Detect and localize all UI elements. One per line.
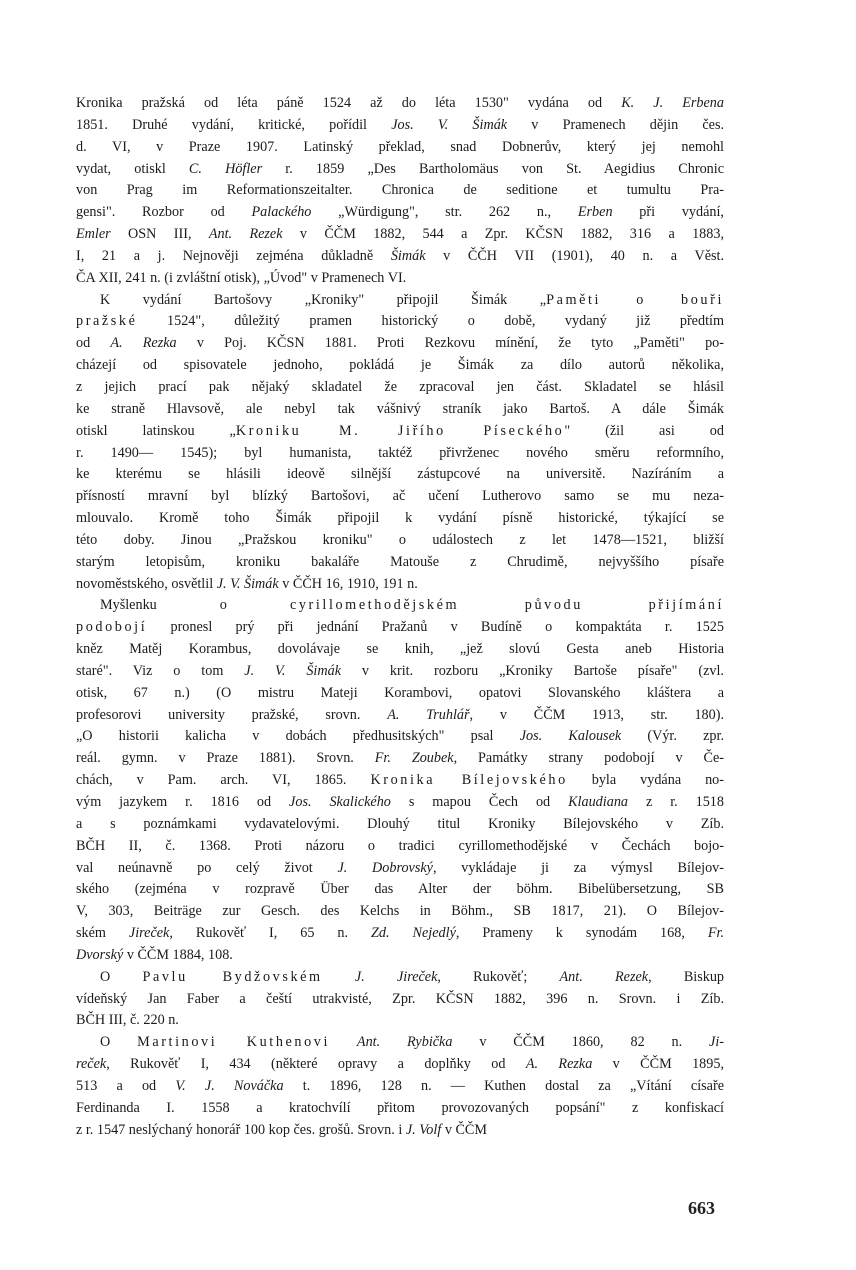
text-line: ČA XII, 241 n. (i zvláštní otisk), „Úvod" v Pramenech VI.	[76, 269, 407, 286]
text-line: pražské 1524", důležitý pramen historický o době, vydaný již předtím	[76, 313, 724, 330]
text-line: „O historii kalicha v dobách předhusitských" psal Jos. Kalousek (Výr. zpr.	[76, 728, 724, 745]
text-line: od A. Rezka v Poj. KČSN 1881. Proti Rezkovu mínění, že tyto „Paměti" po-	[76, 335, 724, 352]
text-line: profesorovi university pražské, srovn. A. Truhlář, v ČČM 1913, str. 180).	[76, 706, 724, 723]
text-line: Ferdinanda I. 1558 a kratochvílí přitom provozovaných popsání" z konfiskací	[76, 1099, 724, 1116]
text-line: reál. gymn. v Praze 1881). Srovn. Fr. Zoubek, Památky strany podobojí v Če-	[76, 750, 724, 767]
text-line: O Pavlu Bydžovském J. Jireček, Rukověť; Ant. Rezek, Biskup	[100, 968, 724, 985]
text-line: 513 a od V. J. Nováčka t. 1896, 128 n. — Kuthen dostal za „Vítání císaře	[76, 1077, 724, 1094]
text-line: gensi". Rozbor od Palackého „Würdigung", str. 262 n., Erben při vydání,	[76, 204, 724, 221]
text-line: chách, v Pam. arch. VI, 1865. Kronika Bílejovského byla vydána no-	[76, 772, 724, 789]
text-line: cházejí od spisovatele jednoho, pokládá je Šimák za dílo autorů několika,	[76, 357, 724, 374]
text-line: vídeňský Jan Faber a čeští utrakvisté, Zpr. KČSN 1882, 396 n. Srovn. i Zíb.	[76, 990, 724, 1007]
text-line: Dvorský v ČČM 1884, 108.	[76, 946, 233, 963]
text-line: Kronika pražská od léta páně 1524 až do léta 1530" vydána od K. J. Erbena	[76, 95, 724, 111]
text-line: BČH II, č. 1368. Proti názoru o tradici cyrillomethodějské v Čechách bojo-	[76, 837, 724, 854]
text-line: otiskl latinskou „Kroniku M. Jiřího Píseckého" (žil asi od	[76, 422, 724, 439]
text-line: ského (zejména v rozpravě Über das Alter der böhm. Bibelübersetzung, SB	[76, 881, 724, 898]
text-line: O Martinovi Kuthenovi Ant. Rybička v ČČM 1860, 82 n. Ji-	[100, 1034, 724, 1051]
text-line: 1851. Druhé vydání, kritické, pořídil Jos. V. Šimák v Pramenech dějin čes.	[76, 116, 724, 133]
text-line: novoměstského, osvětlil J. V. Šimák v ČČH 16, 1910, 191 n.	[76, 575, 418, 592]
text-line: staré". Viz o tom J. V. Šimák v krit. rozboru „Kroniky Bartoše písaře" (zvl.	[76, 662, 724, 679]
text-line: r. 1490— 1545); byl humanista, taktéž přivrženec nového směru reformního,	[76, 444, 724, 461]
text-line: Emler OSN III, Ant. Rezek v ČČM 1882, 544 a Zpr. KČSN 1882, 316 a 1883,	[76, 226, 724, 243]
text-body	[76, 93, 724, 1142]
text-line: Myšlenku o cyrillomethodějském původu přijímání	[100, 597, 724, 614]
text-line: BČH III, č. 220 n.	[76, 1012, 179, 1029]
text-line: ke straně Hlavsově, ale nebyl tak vášnivý straník jako Bartoš. A dále Šimák	[76, 400, 724, 417]
text-line: von Prag im Reformationszeitalter. Chronica de seditione et tumultu Pra-	[76, 182, 724, 199]
text-line: vým jazykem r. 1816 od Jos. Skalického s mapou Čech od Klaudiana z r. 1518	[76, 794, 724, 810]
text-line: otisk, 67 n.) (O mistru Mateji Korambovi, opatovi Slovanského kláštera a	[76, 684, 724, 701]
text-line: I, 21 a j. Nejnověji zejména důkladně Šimák v ČČH VII (1901), 40 n. a Věst.	[76, 247, 724, 264]
text-line: V, 303, Beiträge zur Gesch. des Kelchs in Böhm., SB 1817, 21). O Bílejov-	[76, 903, 724, 920]
text-line: d. VI, v Praze 1907. Latinský překlad, snad Dobnerův, který jej nemohl	[76, 138, 724, 155]
text-line: vydat, otiskl C. Höfler r. 1859 „Des Bartholomäus von St. Aegidius Chronic	[76, 160, 724, 177]
text-line: ke kterému se hlásili ideově silnější zástupcové na universitě. Nazíráním a	[76, 466, 724, 483]
text-line: této doby. Jinou „Pražskou kroniku" o událostech z let 1478—1521, bližší	[76, 531, 724, 548]
text-line: přísností mravní byl blízký Bartošovi, ač učení Lutherovo samo se mu neza-	[76, 488, 724, 505]
text-line: z r. 1547 neslýchaný honorář 100 kop čes. grošů. Srovn. i J. Volf v ČČM	[76, 1121, 488, 1138]
text-line: val neúnavně po celý život J. Dobrovský, vykládaje ji za výmysl Bílejov-	[76, 859, 724, 876]
text-line: mlouvalo. Kromě toho Šimák připojil k vydání písně historické, týkající se	[76, 510, 724, 527]
text-line: ském Jireček, Rukověť I, 65 n. Zd. Nejedlý, Prameny k synodám 168, Fr.	[76, 925, 724, 942]
text-line: z jejich prací pak nějaký skladatel že zpracoval jen část. Skladatel se hlásil	[76, 378, 724, 395]
document-page	[76, 93, 724, 1142]
text-line: podobojí pronesl prý při jednání Pražanů v Budíně o kompaktáta r. 1525	[76, 619, 724, 636]
text-line: starým letopisům, kroniku bakaláře Matouše z Chrudimě, nejvyššího písaře	[76, 553, 724, 570]
text-line: reček, Rukověť I, 434 (některé opravy a doplňky od A. Rezka v ČČM 1895,	[76, 1056, 724, 1073]
text-line: kněz Matěj Korambus, dovolávaje se knih, „jež slovú Gesta aneb Historia	[76, 641, 724, 658]
page-number: 663	[688, 1198, 715, 1218]
text-line: K vydání Bartošovy „Kroniky" připojil Šimák „Paměti o bouři	[100, 291, 724, 308]
text-line: a s poznámkami vydavatelovými. Dlouhý titul Kroniky Bílejovského v Zíb.	[76, 815, 724, 832]
